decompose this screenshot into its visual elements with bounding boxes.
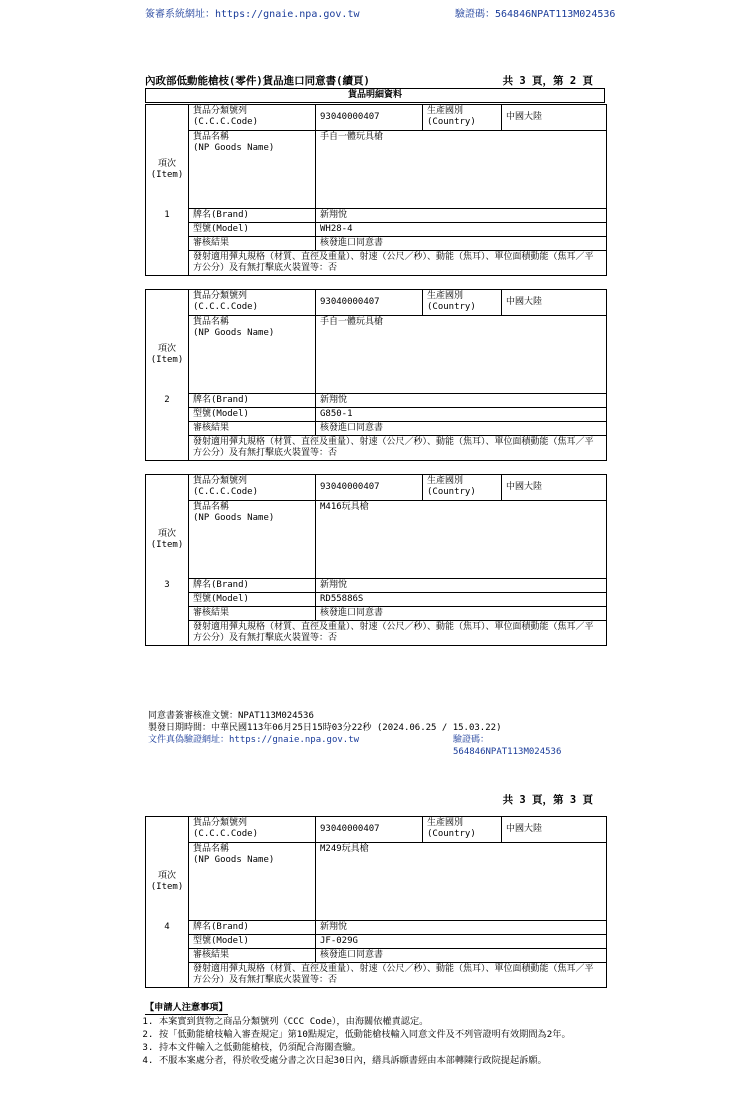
ccc-code-value: 93040000407 <box>316 105 423 131</box>
item-spacer <box>146 817 189 843</box>
country-label: 生產國別 (Country) <box>423 817 502 843</box>
item-table <box>145 474 607 646</box>
goods-name-value: 手自一體玩具槍 <box>316 131 607 209</box>
footer-block <box>148 710 562 757</box>
country-label: 生產國別 (Country) <box>423 290 502 316</box>
item-spacer <box>146 475 189 501</box>
item-number: 3 <box>146 579 189 646</box>
goods-name-label: 貨品名稱 (NP Goods Name) <box>189 131 316 209</box>
ccc-code-value: 93040000407 <box>316 290 423 316</box>
model-label: 型號(Model) <box>189 935 316 949</box>
note-item: 3. 持本文件輸入之低動能槍枝，仍須配合海關查驗。 <box>159 1041 605 1054</box>
item-label: 項次 (Item) <box>146 843 189 921</box>
spec-note: 發射適用彈丸規格（材質、直徑及重量）、射速（公尺／秒）、動能（焦耳）、單位面積動能（焦耳／平方公分）及有無打擊底火裝置等：否 <box>189 251 607 276</box>
verify-url[interactable]: 文件真偽驗證網址：https://gnaie.npa.gov.tw <box>148 735 360 745</box>
country-value: 中國大陸 <box>502 817 607 843</box>
brand-label: 牌名(Brand) <box>189 921 316 935</box>
goods-name-value: 手自一體玩具槍 <box>316 316 607 394</box>
goods-name-label: 貨品名稱 (NP Goods Name) <box>189 843 316 921</box>
notes-heading: 【申請人注意事項】 <box>145 1002 228 1013</box>
verify-code: 驗證碼：564846NPAT113M024536 <box>455 9 616 20</box>
brand-value: 新翔悅 <box>316 921 607 935</box>
country-label: 生產國別 (Country) <box>423 105 502 131</box>
page-info: 共 3 頁，第 2 頁 <box>502 75 593 87</box>
item-label: 項次 (Item) <box>146 131 189 209</box>
item-table <box>145 816 607 988</box>
ccc-code-label: 貨品分類號列 (C.C.C.Code) <box>189 475 316 501</box>
country-label: 生產國別 (Country) <box>423 475 502 501</box>
spec-note: 發射適用彈丸規格（材質、直徑及重量）、射速（公尺／秒）、動能（焦耳）、單位面積動能（焦耳／平方公分）及有無打擊底火裝置等：否 <box>189 621 607 646</box>
ccc-code-label: 貨品分類號列 (C.C.C.Code) <box>189 290 316 316</box>
notes-list <box>145 1015 605 1067</box>
item-label: 項次 (Item) <box>146 501 189 579</box>
system-url[interactable]: 簽審系統網址：https://gnaie.npa.gov.tw <box>145 9 360 20</box>
ccc-code-value: 93040000407 <box>316 817 423 843</box>
review-result-label: 審核結果 <box>189 237 316 251</box>
table-caption: 貨品明細資料 <box>146 89 605 103</box>
item-spacer <box>146 105 189 131</box>
issue-time: 製發日期時間：中華民國113年06月25日15時03分22秒 (2024.06.25 / 15.03.22) <box>148 723 502 733</box>
model-label: 型號(Model) <box>189 223 316 237</box>
approval-no: 同意書簽審核准文號：NPAT113M024536 <box>148 711 314 721</box>
review-result-value: 核發進口同意書 <box>316 237 607 251</box>
review-result-value: 核發進口同意書 <box>316 949 607 963</box>
brand-label: 牌名(Brand) <box>189 209 316 223</box>
review-result-label: 審核結果 <box>189 607 316 621</box>
model-value: JF-029G <box>316 935 607 949</box>
item-table <box>145 289 607 461</box>
review-result-value: 核發進口同意書 <box>316 607 607 621</box>
model-label: 型號(Model) <box>189 408 316 422</box>
spec-note: 發射適用彈丸規格（材質、直徑及重量）、射速（公尺／秒）、動能（焦耳）、單位面積動能（焦耳／平方公分）及有無打擊底火裝置等：否 <box>189 436 607 461</box>
goods-name-label: 貨品名稱 (NP Goods Name) <box>189 316 316 394</box>
brand-label: 牌名(Brand) <box>189 579 316 593</box>
country-value: 中國大陸 <box>502 105 607 131</box>
ccc-code-label: 貨品分類號列 (C.C.C.Code) <box>189 105 316 131</box>
model-value: G850-1 <box>316 408 607 422</box>
footer-verify-code: 驗證碼：564846NPAT113M024536 <box>453 735 562 757</box>
item-table <box>145 104 607 276</box>
note-item: 4. 不服本案處分者，得於收受處分書之次日起30日內，繕具訴願書經由本部轉陳行政院提起訴願。 <box>159 1054 605 1067</box>
country-value: 中國大陸 <box>502 475 607 501</box>
item-number: 4 <box>146 921 189 988</box>
country-value: 中國大陸 <box>502 290 607 316</box>
doc-title: 內政部低動能槍枝(零件)貨品進口同意書(續頁) <box>145 75 370 87</box>
ccc-code-value: 93040000407 <box>316 475 423 501</box>
item-spacer <box>146 290 189 316</box>
note-item: 1. 本案實到貨物之商品分類號列（CCC Code），由海關依權責認定。 <box>159 1015 605 1028</box>
item-number: 2 <box>146 394 189 461</box>
goods-detail-table <box>145 88 605 103</box>
brand-label: 牌名(Brand) <box>189 394 316 408</box>
page2-title-row <box>145 73 605 88</box>
review-result-value: 核發進口同意書 <box>316 422 607 436</box>
brand-value: 新翔悅 <box>316 394 607 408</box>
goods-name-label: 貨品名稱 (NP Goods Name) <box>189 501 316 579</box>
item-label: 項次 (Item) <box>146 316 189 394</box>
model-label: 型號(Model) <box>189 593 316 607</box>
model-value: RD55886S <box>316 593 607 607</box>
goods-name-value: M416玩具槍 <box>316 501 607 579</box>
page3-info: 共 3 頁，第 3 頁 <box>502 794 593 806</box>
review-result-label: 審核結果 <box>189 422 316 436</box>
review-result-label: 審核結果 <box>189 949 316 963</box>
applicant-notes <box>145 1001 605 1067</box>
spec-note: 發射適用彈丸規格（材質、直徑及重量）、射速（公尺／秒）、動能（焦耳）、單位面積動能（焦耳／平方公分）及有無打擊底火裝置等：否 <box>189 963 607 988</box>
item-number: 1 <box>146 209 189 276</box>
note-item: 2. 按「低動能槍枝輸入審查規定」第10點規定，低動能槍枝輸入同意文件及不列管證明有效期間為2年。 <box>159 1028 605 1041</box>
ccc-code-label: 貨品分類號列 (C.C.C.Code) <box>189 817 316 843</box>
goods-name-value: M249玩具槍 <box>316 843 607 921</box>
model-value: WH28-4 <box>316 223 607 237</box>
brand-value: 新翔悅 <box>316 209 607 223</box>
brand-value: 新翔悅 <box>316 579 607 593</box>
